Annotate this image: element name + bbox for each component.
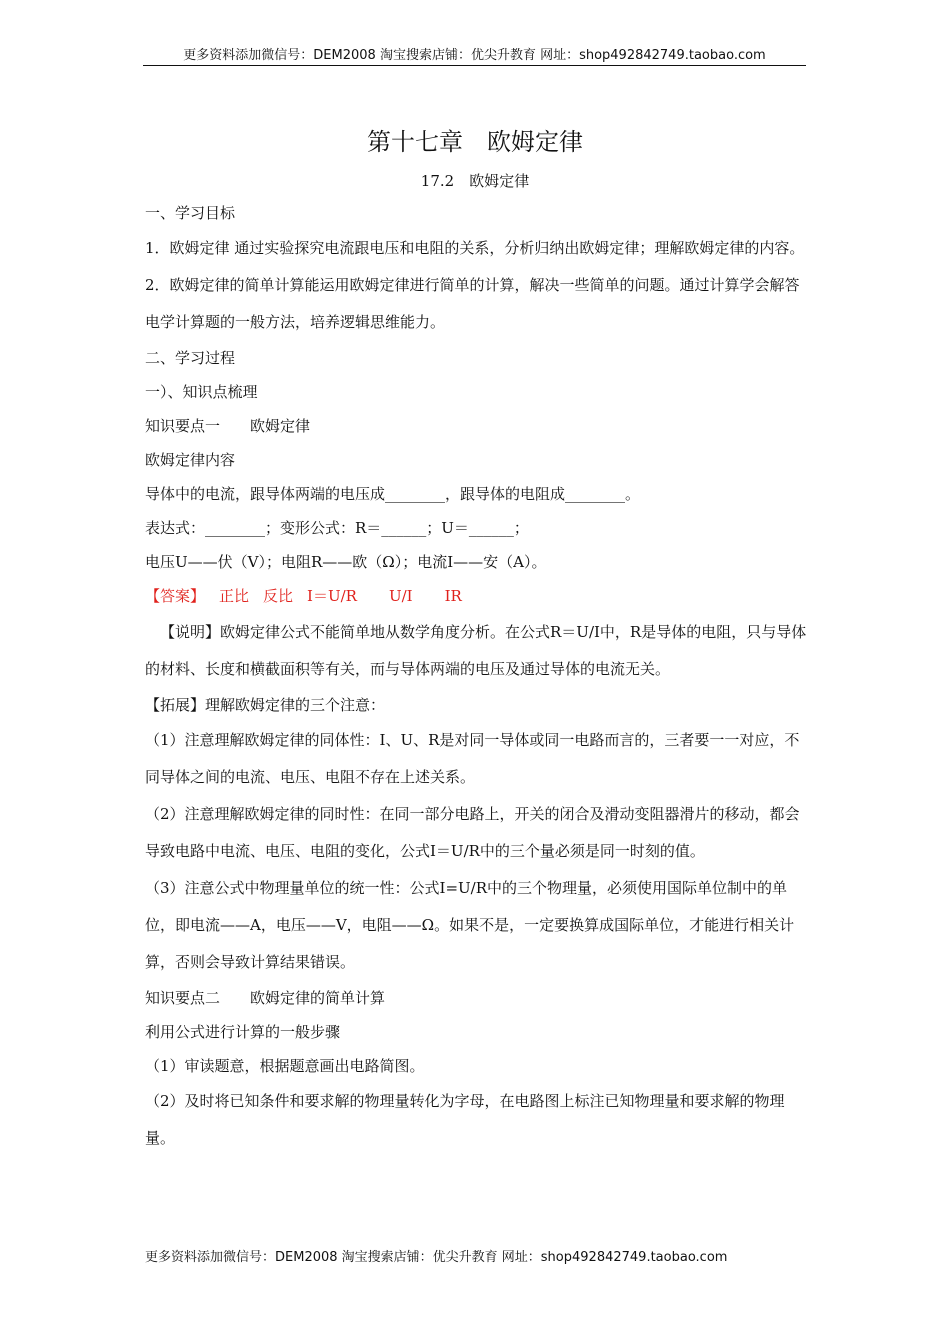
extension-1: （1）注意理解欧姆定律的同体性：I、U、R是对同一导体或同一电路而言的，三者要一一对应，不同导体之间的电流、电压、电阻不存在上述关系。: [145, 731, 800, 786]
answer-label: 【答案】: [145, 587, 206, 605]
step-1: （1）审读题意，根据题意画出电路简图。: [145, 1057, 425, 1075]
chapter-title: 第十七章 欧姆定律: [367, 128, 583, 156]
knowledge-point-1-heading: 知识要点一 欧姆定律: [145, 417, 311, 435]
answer-item: IR: [444, 587, 462, 605]
units-line: 电压U——伏（V）；电阻R——欧（Ω）；电流I——安（A）。: [145, 553, 547, 571]
calculation-steps-heading: 利用公式进行计算的一般步骤: [145, 1023, 341, 1041]
answer-item: U/I: [388, 587, 413, 605]
answer-item: 反比: [263, 587, 294, 605]
process-heading: 二、学习过程: [145, 349, 236, 367]
answer-line: [145, 579, 807, 614]
page-footer: 更多资料添加微信号：DEM2008 淘宝搜索店铺：优尖升教育 网址：shop492842749.taobao.com: [145, 1250, 728, 1265]
fill-blank-line-1: 导体中的电流，跟导体两端的电压成________，跟导体的电阻成________。: [145, 485, 641, 503]
extension-2: （2）注意理解欧姆定律的同时性：在同一部分电路上，开关的闭合及滑动变阻器滑片的移动，都会导致电路中电流、电压、电阻的变化，公式I＝U/R中的三个量必须是同一时刻的值。: [145, 805, 800, 860]
header-divider: [143, 65, 806, 66]
goal-2: 2．欧姆定律的简单计算能运用欧姆定律进行简单的计算，解决一些简单的问题。通过计算学会解答电学计算题的一般方法，培养逻辑思维能力。: [145, 276, 800, 331]
answer-item: I＝U/R: [307, 587, 357, 605]
knowledge-review-heading: 一）、知识点梳理: [145, 383, 258, 401]
step-2: （2）及时将已知条件和要求解的物理量转化为字母，在电路图上标注已知物理量和要求解的物理量。: [145, 1092, 785, 1147]
fill-blank-line-2: 表达式：________；变形公式：R＝______；U＝______；: [145, 519, 529, 537]
knowledge-point-2-heading: 知识要点二 欧姆定律的简单计算: [145, 989, 386, 1007]
section-subtitle: 17.2 欧姆定律: [420, 172, 530, 190]
goals-heading: 一、学习目标: [145, 204, 236, 222]
note-paragraph: 【说明】欧姆定律公式不能简单地从数学角度分析。在公式R＝U/I中，R是导体的电阻，只与导体的材料、长度和横截面积等有关，而与导体两端的电压及通过导体的电流无关。: [145, 623, 807, 678]
page-header: 更多资料添加微信号：DEM2008 淘宝搜索店铺：优尖升教育 网址：shop492842749.taobao.com: [183, 48, 766, 63]
goal-1: 1．欧姆定律 通过实验探究电流跟电压和电阻的关系，分析归纳出欧姆定律；理解欧姆定律的内容。: [145, 239, 805, 257]
answer-item: 正比: [219, 587, 250, 605]
ohms-law-content-heading: 欧姆定律内容: [145, 451, 236, 469]
extension-3: （3）注意公式中物理量单位的统一性：公式I=U/R中的三个物理量，必须使用国际单位制中的单位，即电流——A，电压——V，电阻——Ω。如果不是，一定要换算成国际单位，才能进行相关计算，否则会导致计算结果错误。: [145, 879, 795, 971]
extension-heading: 【拓展】理解欧姆定律的三个注意：: [145, 696, 386, 714]
document-body: [145, 196, 807, 1157]
